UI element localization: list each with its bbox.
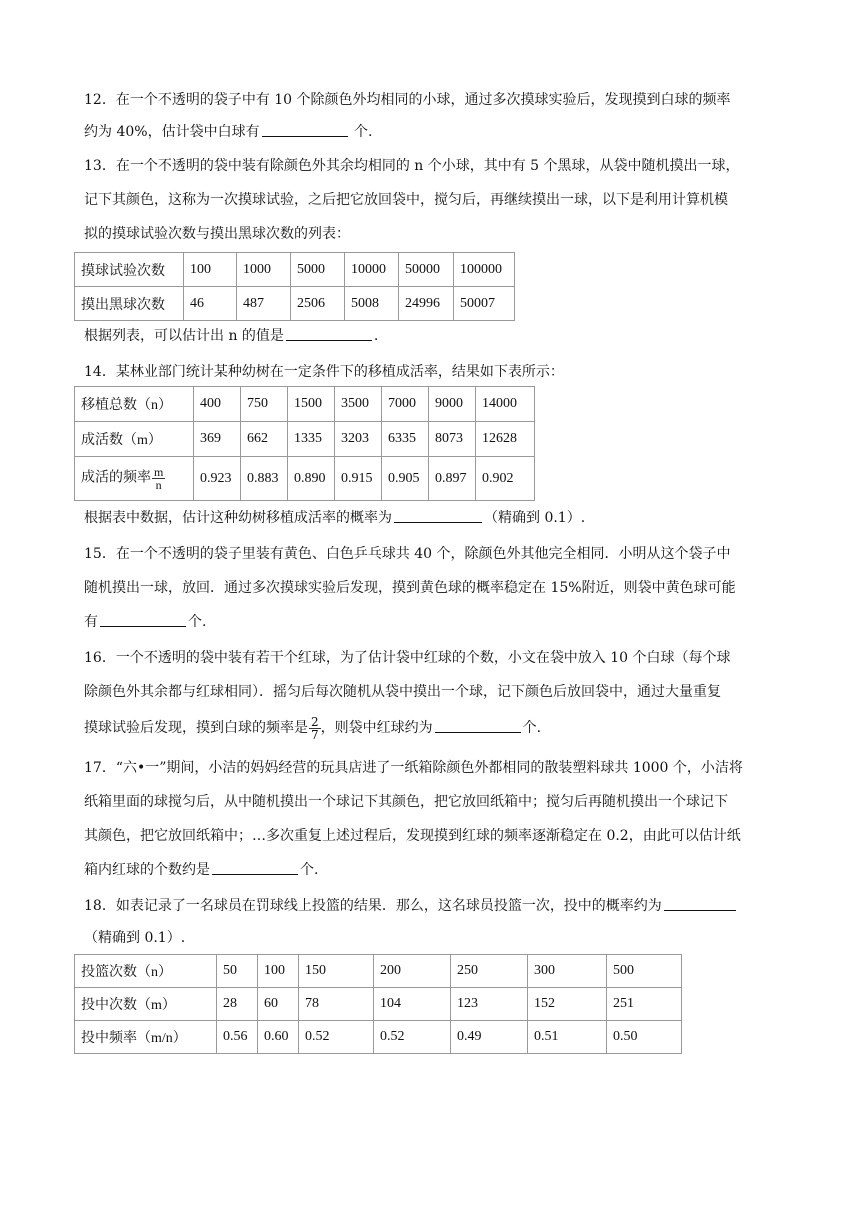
q13-answer-blank[interactable] xyxy=(286,326,372,341)
table-row xyxy=(75,988,682,1021)
table-cell: 10000 xyxy=(345,253,399,287)
table-cell: 104 xyxy=(374,988,451,1021)
table-cell: 0.51 xyxy=(528,1021,607,1054)
q13-line-2: 记下其颜色，这称为一次摸球试验，之后把它放回袋中，搅匀后，再继续摸出一球，以下是利用计算机模 xyxy=(84,192,728,208)
q14-line-1: 14．某林业部门统计某种幼树在一定条件下的移植成活率，结果如下表所示： xyxy=(84,364,564,380)
q17-answer-blank[interactable] xyxy=(212,860,298,875)
table-row xyxy=(75,422,535,457)
fraction-denominator: n xyxy=(155,478,162,492)
table-cell: 0.52 xyxy=(374,1021,451,1054)
q17-line-3: 其颜色，把它放回纸箱中；…多次重复上述过程后，发现摸到红球的频率逐渐稳定在 0.2，由此可以估计纸 xyxy=(84,828,741,844)
q18-line-2: （精确到 0.1）. xyxy=(84,930,186,946)
table-cell: 0.52 xyxy=(299,1021,374,1054)
table-cell: 500 xyxy=(607,955,682,988)
q16-line-2: 除颜色外其余都与红球相同）．摇匀后每次随机从袋中摸出一个球，记下颜色后放回袋中，通过大量重复 xyxy=(84,684,721,700)
table-cell: 369 xyxy=(194,422,241,457)
q17-text: 箱内红球的个数约是 xyxy=(84,862,210,878)
q16-line-3 xyxy=(84,712,784,744)
table-cell: 14000 xyxy=(476,387,535,422)
table-cell: 0.50 xyxy=(607,1021,682,1054)
q13-table xyxy=(74,252,515,321)
q18-answer-blank[interactable] xyxy=(664,896,736,911)
q15-answer-blank[interactable] xyxy=(100,612,186,627)
table-cell: 摸出黑球次数 xyxy=(75,287,184,321)
table-cell: 0.49 xyxy=(451,1021,528,1054)
fraction-denominator: 7 xyxy=(311,727,319,742)
q17-line-2: 纸箱里面的球搅匀后，从中随机摸出一个球记下其颜色，把它放回纸箱中；搅匀后再随机摸出一个球记下 xyxy=(84,794,728,810)
q16-line-1: 16．一个不透明的袋中装有若干个红球，为了估计袋中红球的个数，小文在袋中放入 10 个白球（每个球 xyxy=(84,650,731,666)
table-cell: 487 xyxy=(237,287,291,321)
table-cell: 12628 xyxy=(476,422,535,457)
table-cell: 移植总数（n） xyxy=(75,387,194,422)
fraction-numerator: m xyxy=(154,465,164,479)
fraction-numerator: 2 xyxy=(311,714,319,729)
table-cell: 投中次数（m） xyxy=(75,988,217,1021)
table-cell: 投中频率（m/n） xyxy=(75,1021,217,1054)
q14-after-text: 根据表中数据，估计这种幼树移植成活率的概率为 xyxy=(84,510,392,526)
table-cell: 400 xyxy=(194,387,241,422)
table-cell: 0.897 xyxy=(429,457,476,501)
q14-answer-blank[interactable] xyxy=(394,508,482,523)
q12-text: 约为 40%，估计袋中白球有 xyxy=(84,124,260,140)
table-cell: 8073 xyxy=(429,422,476,457)
table-cell: 6335 xyxy=(382,422,429,457)
table-cell: 3500 xyxy=(335,387,382,422)
q13-after-end: . xyxy=(373,328,379,344)
q15-text-end: 个. xyxy=(188,614,207,630)
table-cell: 投篮次数（n） xyxy=(75,955,217,988)
table-cell: 50 xyxy=(217,955,258,988)
table-cell: 1500 xyxy=(288,387,335,422)
q16-answer-blank[interactable] xyxy=(435,718,521,733)
table-cell: 250 xyxy=(451,955,528,988)
q14-table xyxy=(74,386,535,501)
table-cell: 662 xyxy=(241,422,288,457)
q13-line-1: 13．在一个不透明的袋中装有除颜色外其余均相同的 n 个小球，其中有 5 个黑球，从袋中随机摸出一球， xyxy=(84,158,740,174)
q17-line-1: 17．“六•一”期间，小洁的妈妈经营的玩具店进了一纸箱除颜色外都相同的散装塑料球共 1000 个，小洁将 xyxy=(84,760,743,776)
q15-line-3 xyxy=(84,606,784,638)
q12-text-end: 个. xyxy=(349,124,373,140)
q17-text-end: 个. xyxy=(300,862,319,878)
table-cell: 152 xyxy=(528,988,607,1021)
table-cell: 1335 xyxy=(288,422,335,457)
table-cell: 750 xyxy=(241,387,288,422)
table-cell: 1000 xyxy=(237,253,291,287)
table-cell: 0.902 xyxy=(476,457,535,501)
table-cell: 2506 xyxy=(291,287,345,321)
table-cell: 123 xyxy=(451,988,528,1021)
table-row xyxy=(75,287,515,321)
q12-line-1: 12．在一个不透明的袋子中有 10 个除颜色外均相同的小球，通过多次摸球实验后，发现摸到白球的频率 xyxy=(84,92,731,108)
q16-text-mid: ，则袋中红球约为 xyxy=(320,720,433,736)
table-cell: 成活数（m） xyxy=(75,422,194,457)
q18-line-1 xyxy=(84,890,784,922)
q16-text-end: 个. xyxy=(522,720,542,736)
table-cell: 0.915 xyxy=(335,457,382,501)
table-cell: 150 xyxy=(299,955,374,988)
table-cell: 0.60 xyxy=(258,1021,299,1054)
q14-after-end: （精确到 0.1）. xyxy=(484,510,586,526)
table-cell: 0.923 xyxy=(194,457,241,501)
q15-line-2: 随机摸出一球，放回．通过多次摸球实验后发现，摸到黄色球的概率稳定在 15%附近，则袋中黄色球可能 xyxy=(84,580,736,596)
table-cell: 24996 xyxy=(399,287,454,321)
table-cell: 9000 xyxy=(429,387,476,422)
table-cell: 0.883 xyxy=(241,457,288,501)
fraction-two-sevenths xyxy=(309,716,321,741)
table-cell: 3203 xyxy=(335,422,382,457)
q18-text: 18．如表记录了一名球员在罚球线上投篮的结果．那么，这名球员投篮一次，投中的概率约为 xyxy=(84,898,662,914)
table-cell: 100 xyxy=(258,955,299,988)
q15-line-1: 15．在一个不透明的袋子里装有黄色、白色乒乓球共 40 个，除颜色外其他完全相同．小明从这个袋子中 xyxy=(84,546,731,562)
q17-line-4 xyxy=(84,854,784,886)
q13-after-text: 根据列表，可以估计出 n 的值是 xyxy=(84,328,284,344)
table-cell: 60 xyxy=(258,988,299,1021)
table-cell: 100 xyxy=(184,253,237,287)
table-cell: 100000 xyxy=(454,253,515,287)
table-cell: 200 xyxy=(374,955,451,988)
table-cell: 0.56 xyxy=(217,1021,258,1054)
q18-table xyxy=(74,954,682,1054)
table-row xyxy=(75,253,515,287)
q12-line-2 xyxy=(84,116,784,148)
table-cell: 251 xyxy=(607,988,682,1021)
table-cell: 0.890 xyxy=(288,457,335,501)
q14-after-line xyxy=(84,502,784,534)
q13-line-3: 拟的摸球试验次数与摸出黑球次数的列表： xyxy=(84,226,350,242)
table-cell: 摸球试验次数 xyxy=(75,253,184,287)
table-cell: 0.905 xyxy=(382,457,429,501)
table-cell xyxy=(75,457,194,501)
table-cell: 300 xyxy=(528,955,607,988)
q13-after-line xyxy=(84,320,784,352)
table-cell: 5000 xyxy=(291,253,345,287)
table-cell: 5008 xyxy=(345,287,399,321)
table-row xyxy=(75,955,682,988)
table-row xyxy=(75,1021,682,1054)
frequency-label: 成活的频率 xyxy=(81,470,151,486)
table-cell: 78 xyxy=(299,988,374,1021)
table-cell: 46 xyxy=(184,287,237,321)
table-cell: 28 xyxy=(217,988,258,1021)
table-row xyxy=(75,457,535,501)
q16-text: 摸球试验后发现，摸到白球的频率是 xyxy=(84,720,308,736)
q12-answer-blank[interactable] xyxy=(262,122,348,137)
table-row xyxy=(75,387,535,422)
table-cell: 50007 xyxy=(454,287,515,321)
table-cell: 50000 xyxy=(399,253,454,287)
q15-text: 有 xyxy=(84,614,98,630)
fraction-m-over-n xyxy=(152,466,165,491)
table-cell: 7000 xyxy=(382,387,429,422)
